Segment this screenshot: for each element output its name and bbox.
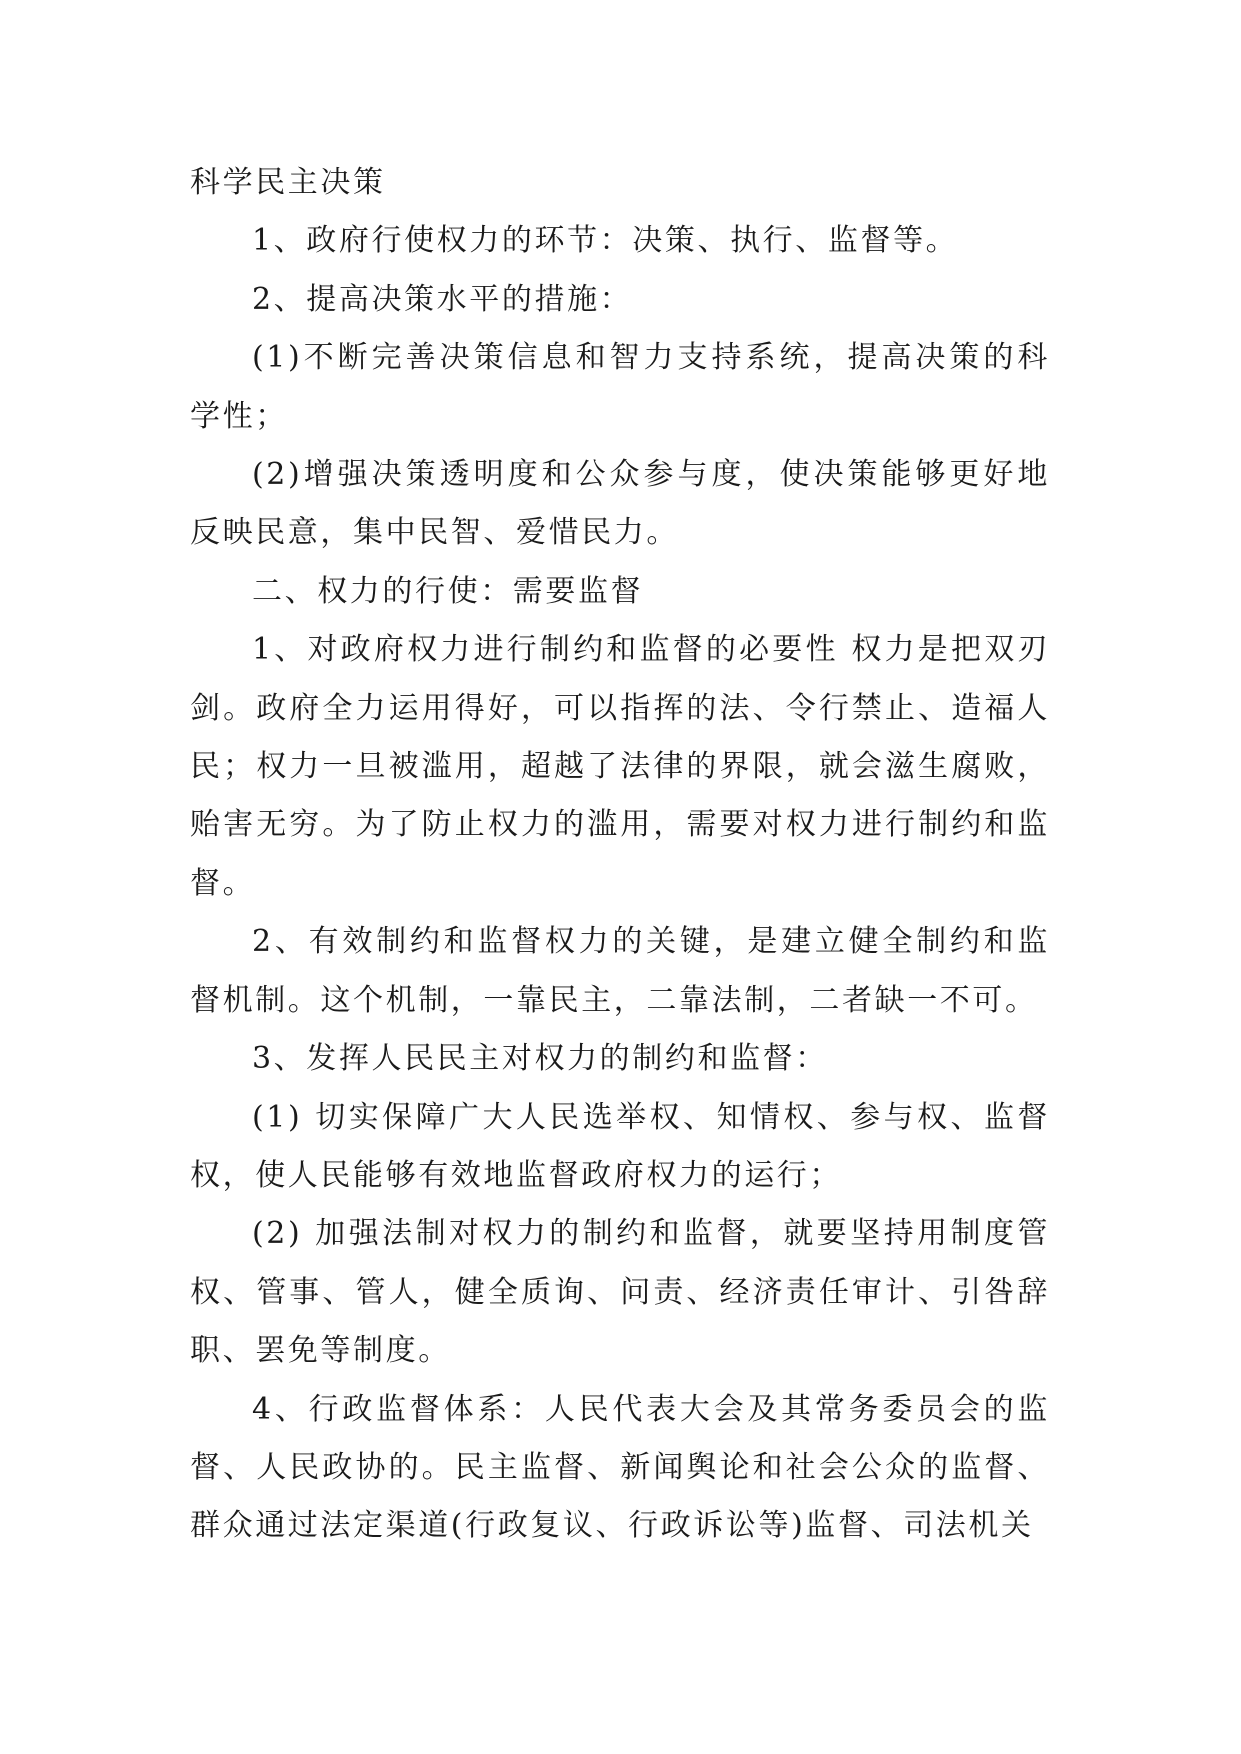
paragraph: (1)不断完善决策信息和智力支持系统，提高决策的科学性； <box>190 340 1050 434</box>
section-heading: 二、权力的行使：需要监督 <box>252 573 644 609</box>
paragraph: 4、行政监督体系：人民代表大会及其常务委员会的监督、人民政协的。民主监督、新闻舆论和社会公众的监督、群众通过法定渠道(行政复议、行政诉讼等)监督、司法机关 <box>190 1391 1050 1544</box>
section-heading: 科学民主决策 <box>190 165 386 200</box>
document-body <box>190 154 1050 1556</box>
paragraph: (1) 切实保障广大人民选举权、知情权、参与权、监督权，使人民能够有效地监督政府权力的运行； <box>190 1099 1050 1193</box>
paragraph: (2)增强决策透明度和公众参与度，使决策能够更好地反映民意，集中民智、爱惜民力。 <box>190 457 1050 551</box>
paragraph: 3、发挥人民民主对权力的制约和监督： <box>252 1041 828 1077</box>
paragraph: 2、提高决策水平的措施： <box>252 281 633 317</box>
paragraph: 2、有效制约和监督权力的关键，是建立健全制约和监督机制。这个机制，一靠民主，二靠法制，二者缺一不可。 <box>190 924 1050 1018</box>
paragraph: 1、对政府权力进行制约和监督的必要性 权力是把双刃剑。政府全力运用得好，可以指挥的法、令行禁止、造福人民；权力一旦被滥用，超越了法律的界限，就会滋生腐败，贻害无穷。为了防止权力的滥用，需要对权力进行制约和监督。 <box>190 632 1050 901</box>
paragraph: (2) 加强法制对权力的制约和监督，就要坚持用制度管权、管事、管人，健全质询、问责、经济责任审计、引咎辞职、罢免等制度。 <box>190 1216 1050 1369</box>
paragraph: 1、政府行使权力的环节：决策、执行、监督等。 <box>252 223 959 259</box>
